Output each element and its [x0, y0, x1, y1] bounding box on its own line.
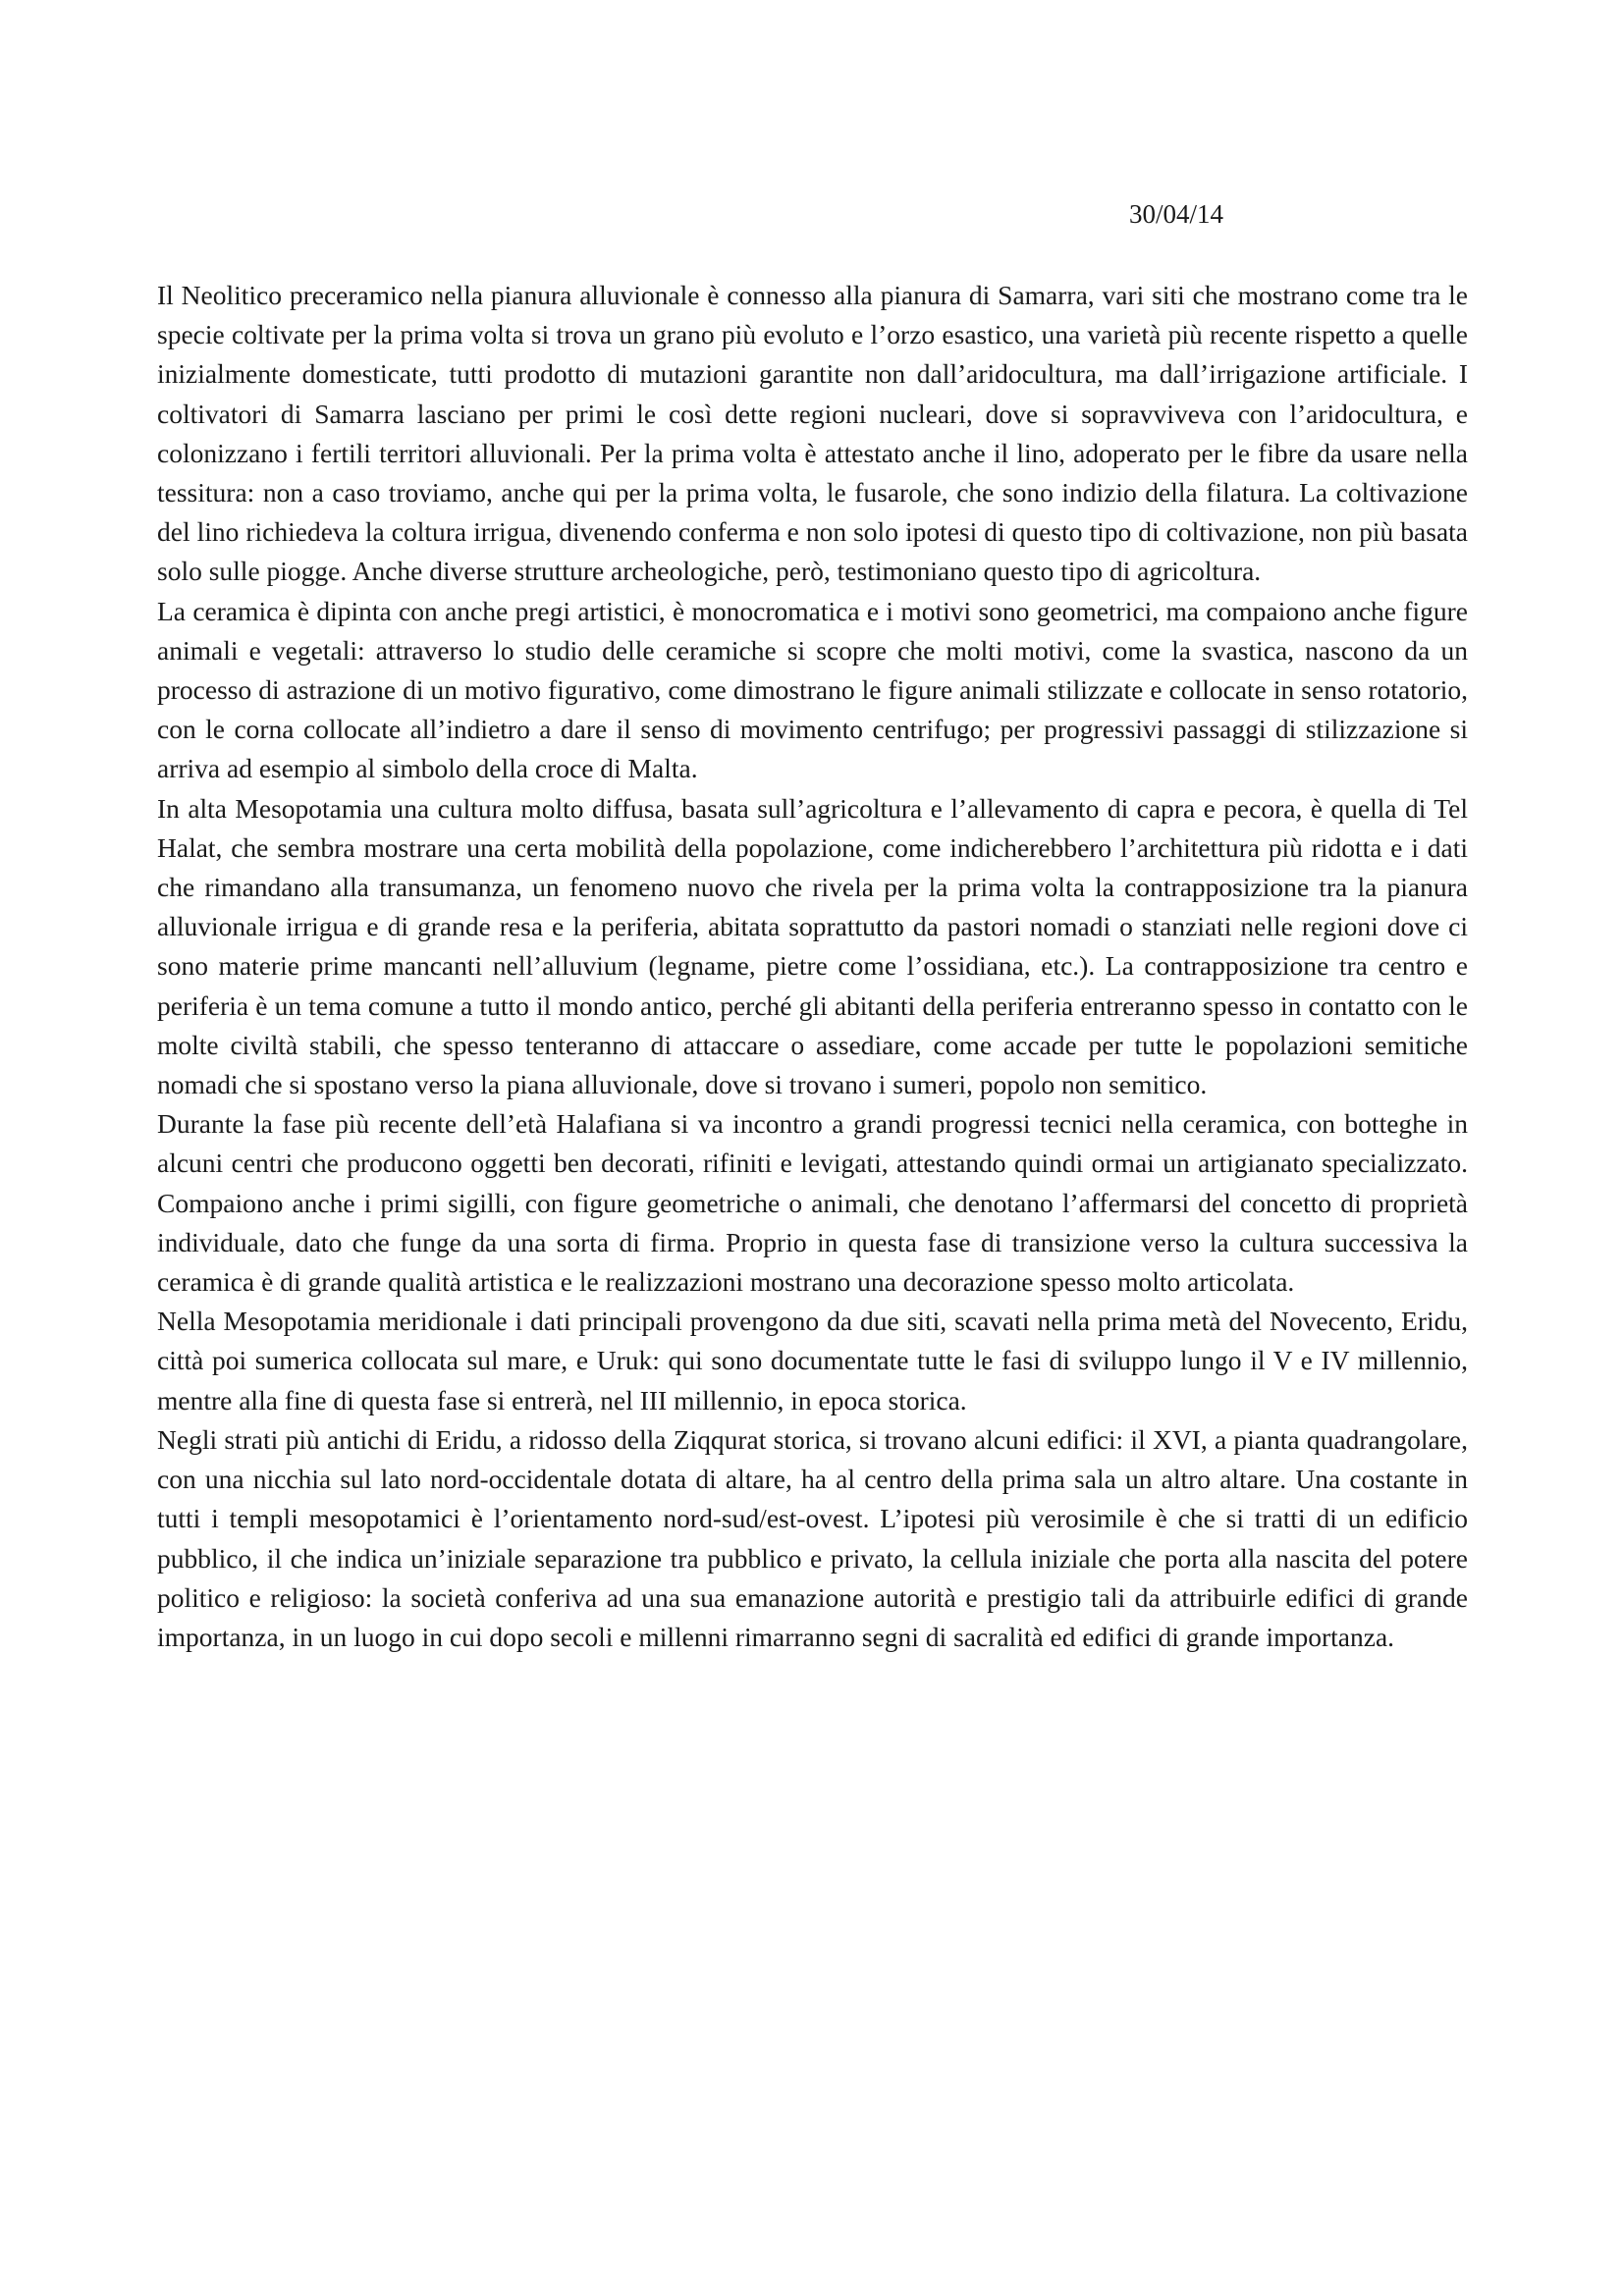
paragraph-mesopotamia-meridionale: Nella Mesopotamia meridionale i dati principali provengono da due siti, scavati nella prima metà del Novecento, Eridu, città poi sumerica collocata sul mare, e Uruk: qui sono documentate tutte le fasi di sviluppo lungo il V e IV millennio, mentre alla fine di questa fase si entrerà, nel III millennio, in epoca storica. — [157, 1306, 1468, 1415]
paragraph-eridu: Negli strati più antichi di Eridu, a ridosso della Ziqqurat storica, si trovano alcuni edifici: il XVI, a pianta quadrangolare, con una nicchia sul lato nord-occidentale dotata di altare, ha al centro della prima sala un altro altare. Una costante in tutti i templi mesopotamici è l’orientamento nord-sud/est-ovest. L’ipotesi più verosimile è che si tratti di un edificio pubblico, il che indica un’iniziale separazione tra pubblico e privato, la cellula iniziale che porta alla nascita del potere politico e religioso: la società conferiva ad una sua emanazione autorità e prestigio tali da attribuirle edifici di grande importanza, in un luogo in cui dopo secoli e millenni rimarranno segni di sacralità ed edifici di grande importanza. — [157, 1423, 1468, 1652]
paragraph-alta-mesopotamia: In alta Mesopotamia una cultura molto diffusa, basata sull’agricoltura e l’allevamento di capra e pecora, è quella di Tel Halat, che sembra mostrare una certa mobilità della popolazione, come indicherebbero l’architettura più ridotta e i dati che rimandano alla transumanza, un fenomeno nuovo che rivela per la prima volta la contrapposizione tra la pianura alluvionale irrigua e di grande resa e la periferia, abitata soprattutto da pastori nomadi o stanziati nelle regioni dove ci sono materie prime mancanti nell’alluvium (legname, pietre come l’ossidiana, etc.). La contrapposizione tra centro e periferia è un tema comune a tutto il mondo antico, perché gli abitanti della periferia entreranno spesso in contatto con le molte civiltà stabili, che spesso tenteranno di attaccare o assediare, come accade per tutte le popolazioni semitiche nomadi che si spostano verso la piana alluvionale, dove si trovano i sumeri, popolo non semitico. — [157, 792, 1468, 1100]
paragraph-neolitico: Il Neolitico preceramico nella pianura alluvionale è connesso alla pianura di Samarra, vari siti che mostrano come tra le specie coltivate per la prima volta si trova un grano più evoluto e l’orzo esastico, una varietà più recente rispetto a quelle inizialmente domesticate, tutti prodotto di mutazioni garantite non dall’aridocultura, ma dall’irrigazione artificiale. I coltivatori di Samarra lasciano per primi le così dette regioni nucleari, dove si sopravviveva con l’aridocultura, e colonizzano i fertili territori alluvionali. Per la prima volta è attestato anche il lino, adoperato per le fibre da usare nella tessitura: non a caso troviamo, anche qui per la prima volta, le fusarole, che sono indizio della filatura. La coltivazione del lino richiedeva la coltura irrigua, divenendo conferma e non solo ipotesi di questo tipo di coltivazione, non più basata solo sulle piogge. Anche diverse strutture archeologiche, però, testimoniano questo tipo di agricoltura. — [157, 280, 1468, 587]
paragraph-ceramica: La ceramica è dipinta con anche pregi artistici, è monocromatica e i motivi sono geometrici, ma compaiono anche figure animali e vegetali: attraverso lo studio delle ceramiche si scopre che molti motivi, come la svastica, nascono da un processo di astrazione di un motivo figurativo, come dimostrano le figure animali stilizzate e collocate in senso rotatorio, con le corna collocate all’indietro a dare il senso di movimento centrifugo; per progressivi passaggi di stilizzazione si arriva ad esempio al simbolo della croce di Malta. — [157, 595, 1468, 784]
document-body — [157, 276, 1468, 1657]
document-date: 30/04/14 — [1129, 199, 1224, 229]
paragraph-eta-halafiana: Durante la fase più recente dell’età Halafiana si va incontro a grandi progressi tecnici nella ceramica, con botteghe in alcuni centri che producono oggetti ben decorati, rifiniti e levigati, attestando quindi ormai un artigianato specializzato. Compaiono anche i primi sigilli, con figure geometriche o animali, che denotano l’affermarsi del concetto di proprietà individuale, dato che funge da una sorta di firma. Proprio in questa fase di transizione verso la cultura successiva la ceramica è di grande qualità artistica e le realizzazioni mostrano una decorazione spesso molto articolata. — [157, 1108, 1468, 1298]
